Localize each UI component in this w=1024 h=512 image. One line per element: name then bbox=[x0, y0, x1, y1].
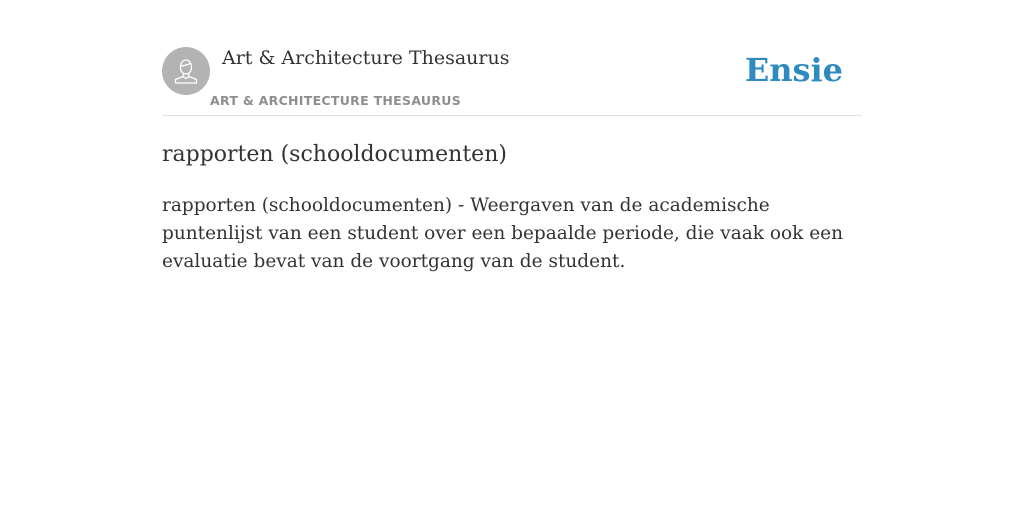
definition-text: rapporten (schooldocumenten) - Weergaven van de academische puntenlijst van een student over een bepaalde periode, die vaak ook een evaluatie bevat van de voortgang van de student. bbox=[162, 195, 844, 272]
author-name-link[interactable]: Art & Architecture Thesaurus bbox=[222, 47, 510, 69]
author-subtitle: ART & ARCHITECTURE THESAURUS bbox=[210, 93, 462, 108]
header bbox=[162, 0, 862, 116]
avatar[interactable] bbox=[162, 47, 210, 95]
brand-logo-link[interactable]: Ensie bbox=[744, 51, 843, 89]
user-silhouette-icon bbox=[171, 56, 201, 86]
page-container bbox=[162, 0, 862, 276]
page-title: rapporten (schooldocumenten) bbox=[162, 142, 507, 167]
